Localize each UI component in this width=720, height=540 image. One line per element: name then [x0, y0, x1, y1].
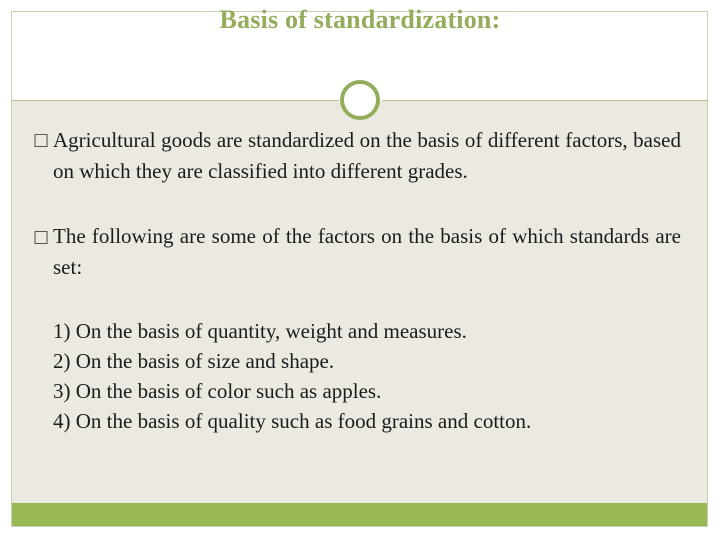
divider-right	[382, 100, 708, 101]
bullet-icon: □	[33, 130, 50, 150]
list-item: 4) On the basis of quality such as food grains and cotton.	[53, 409, 532, 433]
paragraph-2: The following are some of the factors on the basis of which standards are set:	[53, 224, 681, 279]
circle-ornament	[340, 80, 380, 120]
list-item: 3) On the basis of color such as apples.	[53, 379, 382, 403]
list-item: 2) On the basis of size and shape.	[53, 349, 335, 373]
slide-title: Basis of standardization:	[219, 5, 501, 34]
list-item: 1) On the basis of quantity, weight and measures.	[53, 319, 467, 343]
divider-left	[12, 100, 339, 101]
paragraph-1: Agricultural goods are standardized on the basis of different factors, based on which they are classified into different grades.	[53, 128, 681, 183]
bullet-icon: □	[33, 227, 50, 247]
factor-list	[53, 316, 531, 436]
footer-bar	[12, 503, 707, 526]
